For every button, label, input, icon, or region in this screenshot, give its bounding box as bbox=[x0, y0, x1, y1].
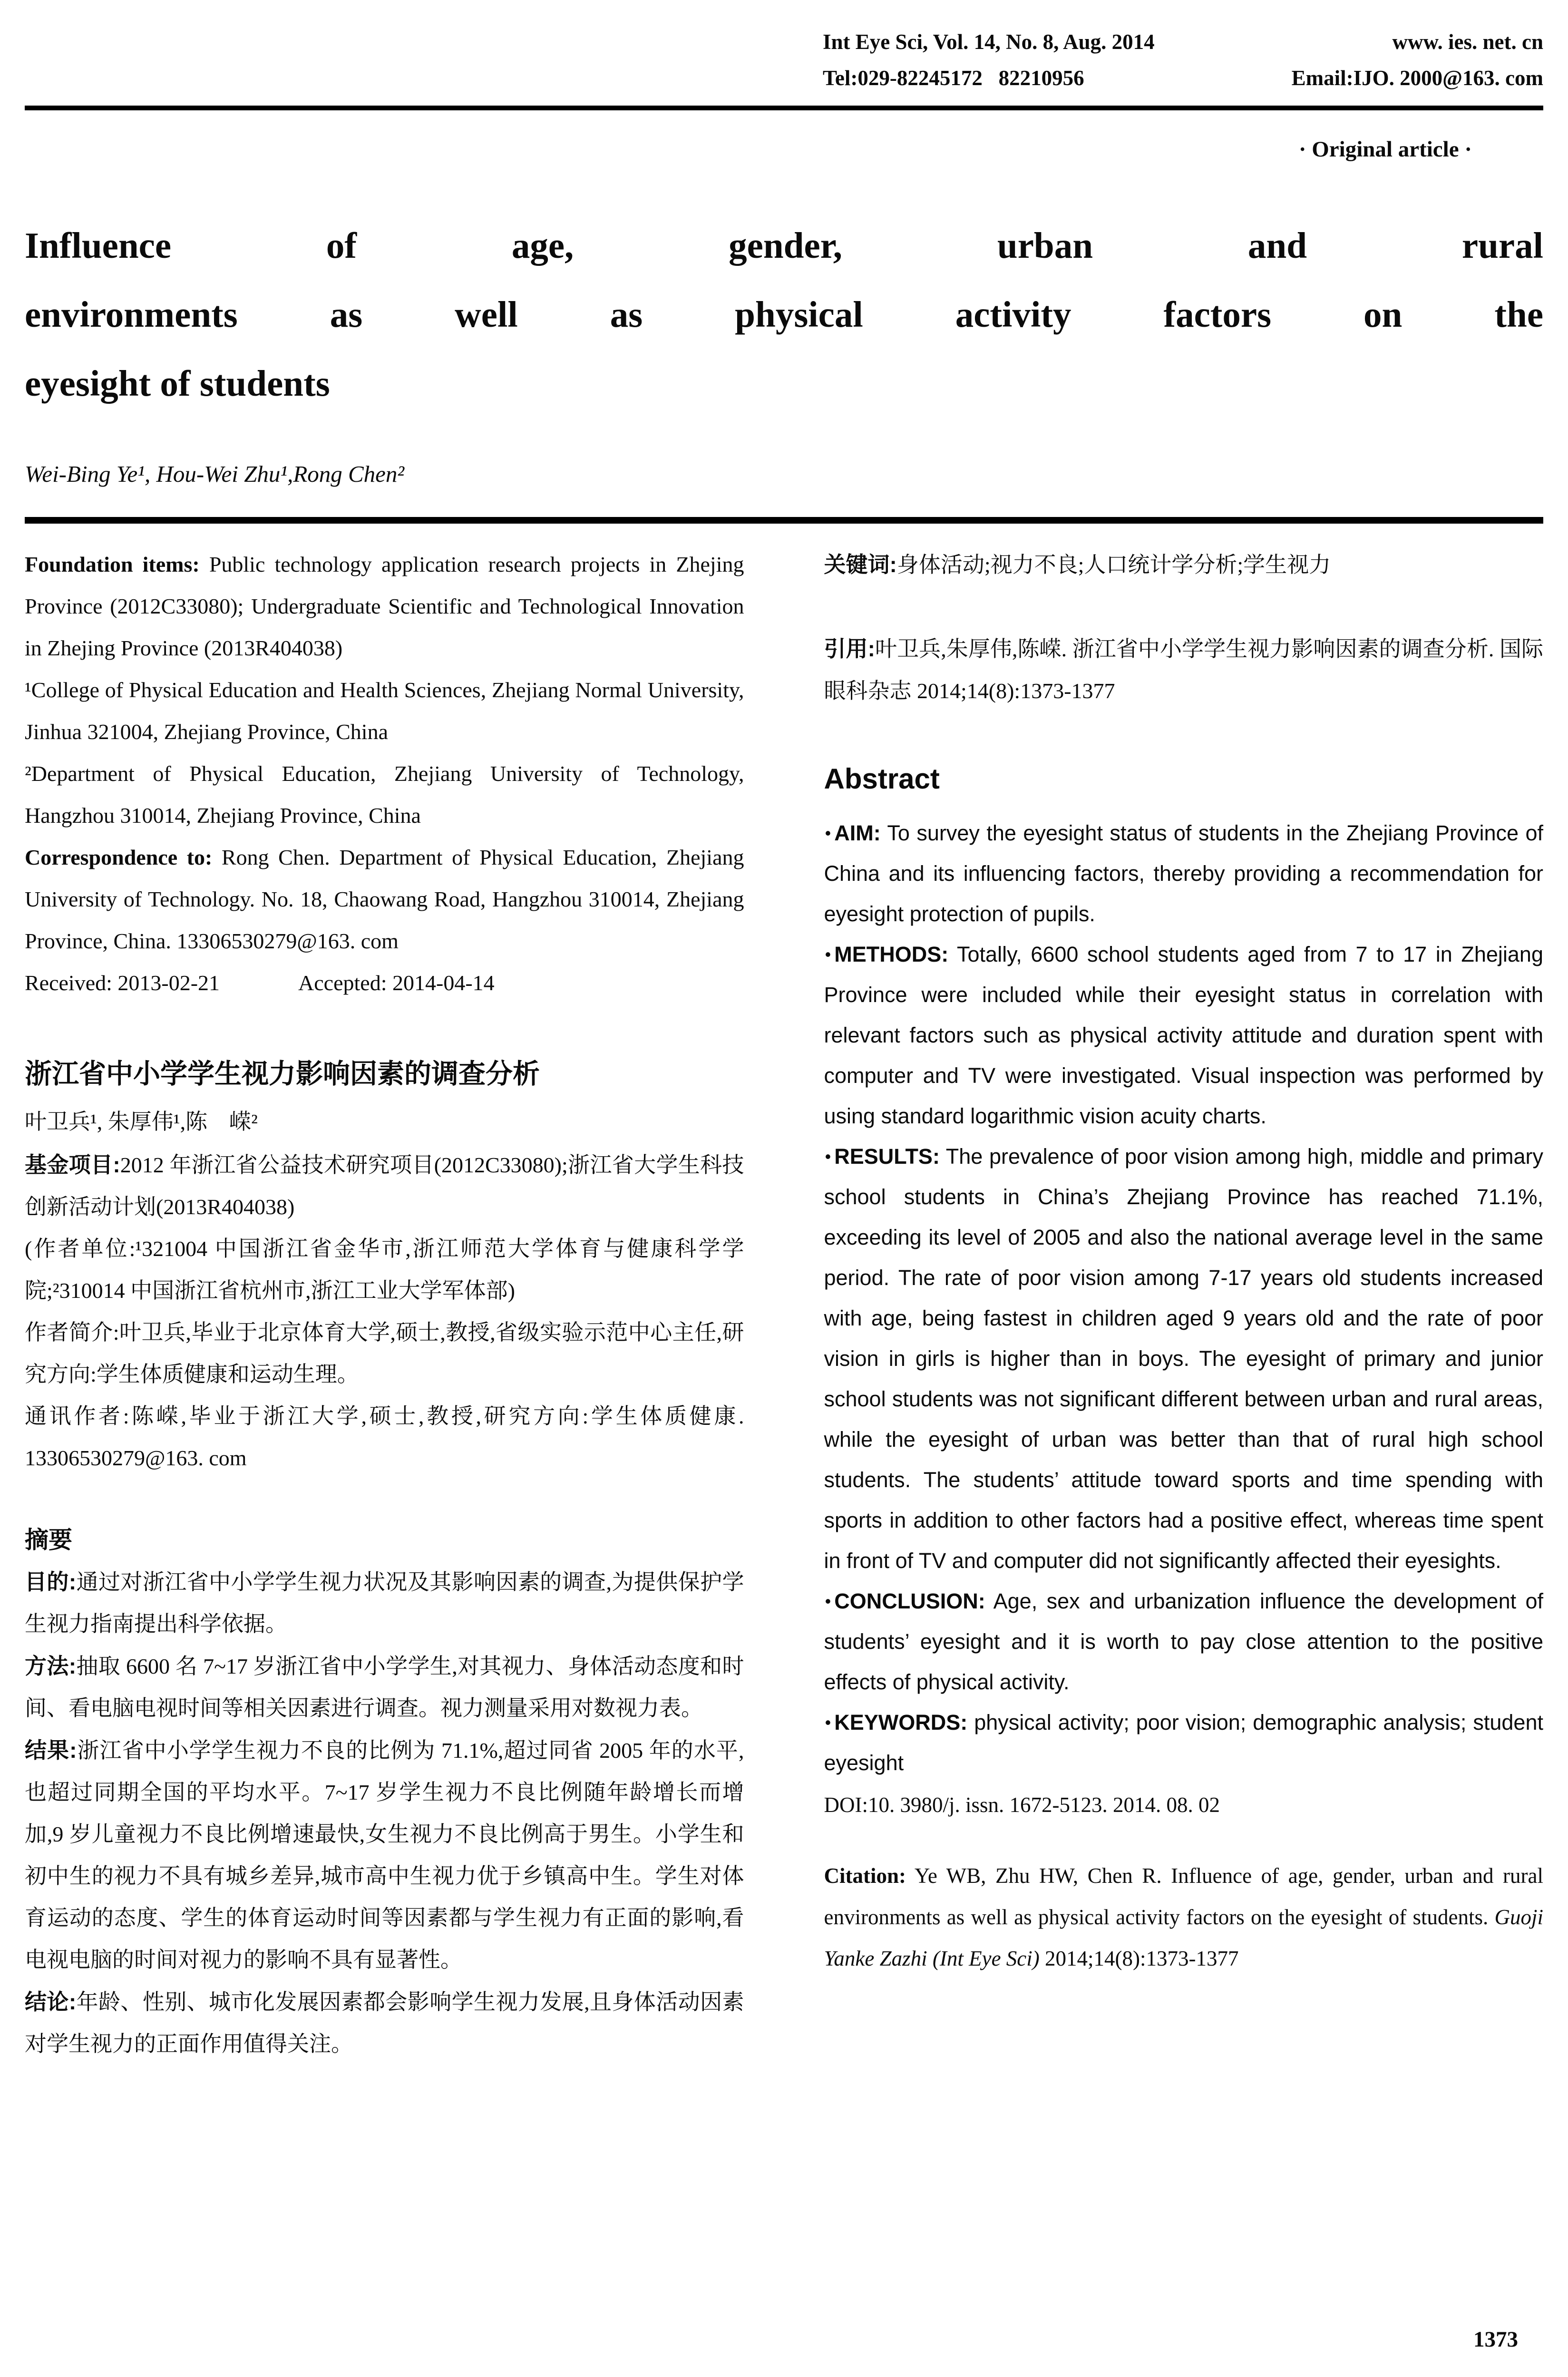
abstract-results-text: The prevalence of poor vision among high, middle and primary school students in China’s Zhejiang Province has reached 71.1%, exceeding its level of 2005 and also the national average level in the same period. The rate of poor vision among 7-17 years old students increased with age, being fastest in children aged 9 years old and the rate of poor vision in girls is higher than in boys. The eyesight of primary and junior school students was not significant different between urban and rural areas, while the eyesight of urban was better than that of rural high school students. The students’ attitude toward sports and time spending with sports in addition to other factors had a positive effect, whereas time spent in front of TV and computer did not significantly affected their eyesights. bbox=[824, 1144, 1543, 1573]
chinese-keywords-label: 关键词: bbox=[824, 552, 897, 577]
chinese-conclusion-text: 年龄、性别、城市化发展因素都会影响学生视力发展,且身体活动因素对学生视力的正面作用值得关注。 bbox=[25, 1990, 744, 2056]
chinese-authors: 叶卫兵¹, 朱厚伟¹,陈 嵘² bbox=[25, 1110, 258, 1134]
foundation-items-paragraph bbox=[25, 544, 744, 669]
chinese-title: 浙江省中小学学生视力影响因素的调查分析 bbox=[25, 1059, 540, 1089]
article-title bbox=[25, 211, 1543, 418]
received-date: Received: 2013-02-21 bbox=[25, 971, 220, 995]
chinese-conclusion-label: 结论: bbox=[25, 1989, 77, 2014]
journal-info: Int Eye Sci, Vol. 14, No. 8, Aug. 2014 bbox=[823, 30, 1155, 54]
chinese-bio-label: 作者简介: bbox=[25, 1320, 119, 1344]
chinese-conclusion-paragraph bbox=[25, 1981, 744, 2065]
article-title-line-1: Influence of age, gender, urban and rural bbox=[25, 225, 1543, 266]
chinese-methods-text: 抽取 6600 名 7~17 岁浙江省中小学学生,对其视力、身体活动态度和时间、看电脑电视时间等相关因素进行调查。视力测量采用对数视力表。 bbox=[25, 1654, 744, 1720]
bullet-icon: • bbox=[825, 1147, 831, 1166]
correspondence-paragraph bbox=[25, 837, 744, 962]
citation-paragraph bbox=[824, 1855, 1544, 1979]
abstract-conclusion-paragraph bbox=[824, 1581, 1544, 1702]
journal-email: Email:IJO. 2000@163. com bbox=[1291, 66, 1543, 90]
abstract-aim-text: To survey the eyesight status of students in the Zhejiang Province of China and its influencing factors, thereby providing a recommendation for eyesight protection of pupils. bbox=[824, 821, 1543, 926]
abstract-methods-label: METHODS: bbox=[834, 942, 949, 966]
accepted-date: Accepted: 2014-04-14 bbox=[298, 971, 495, 995]
abstract-keywords-paragraph bbox=[824, 1702, 1544, 1783]
citation-label: Citation: bbox=[824, 1864, 906, 1888]
correspondence-label: Correspondence to: bbox=[25, 845, 213, 869]
chinese-bio-paragraph bbox=[25, 1312, 744, 1395]
chinese-abstract-heading: 摘要 bbox=[25, 1527, 72, 1553]
chinese-citation-text: 叶卫兵,朱厚伟,陈嵘. 浙江省中小学学生视力影响因素的调查分析. 国际眼科杂志 2014;14(8):1373-1377 bbox=[824, 637, 1544, 703]
chinese-correspondent-paragraph bbox=[25, 1395, 744, 1479]
chinese-keywords-text: 身体活动;视力不良;人口统计学分析;学生视力 bbox=[896, 553, 1331, 577]
affiliation-1: ¹College of Physical Education and Health Sciences, Zhejiang Normal University, Jinhua 321004, Zhejiang Province, China bbox=[25, 678, 744, 744]
chinese-aim-paragraph bbox=[25, 1561, 744, 1645]
chinese-fund-text: 2012 年浙江省公益技术研究项目(2012C33080);浙江省大学生科技创新活动计划(2013R404038) bbox=[25, 1153, 744, 1219]
abstract-keywords-text: physical activity; poor vision; demographic analysis; student eyesight bbox=[824, 1710, 1543, 1775]
dates-line bbox=[25, 962, 744, 1004]
bullet-icon: • bbox=[825, 945, 831, 964]
chinese-keywords-paragraph bbox=[824, 544, 1544, 586]
abstract-methods-text: Totally, 6600 school students aged from 7 to 17 in Zhejiang Province were included while their eyesight status in correlation with relevant factors such as physical activity attitude and duration spent with computer and TV were investigated. Visual inspection was performed by using standard logarithmic vision acuity charts. bbox=[824, 942, 1543, 1128]
journal-tel: Tel:029-82245172 82210956 bbox=[823, 66, 1084, 90]
page-number: 1373 bbox=[1473, 2327, 1518, 2352]
citation-journal-name: Guoji Yanke Zazhi (Int Eye Sci) bbox=[824, 1905, 1543, 1970]
abstract-conclusion-label: CONCLUSION: bbox=[834, 1589, 985, 1613]
abstract-heading: Abstract bbox=[824, 763, 940, 795]
correspondence-text: Rong Chen. Department of Physical Education, Zhejiang University of Technology. No. 18, Chaowang Road, Hangzhou 310014, Zhejiang Province, China. 13306530279@163. com bbox=[25, 845, 744, 953]
journal-header bbox=[823, 0, 1543, 96]
left-column bbox=[25, 544, 744, 2065]
title-divider bbox=[25, 517, 1543, 524]
citation-text-post: 2014;14(8):1373-1377 bbox=[1039, 1947, 1239, 1970]
article-title-line-3: eyesight of students bbox=[25, 363, 330, 404]
abstract-results-label: RESULTS: bbox=[834, 1144, 940, 1169]
header-line-1 bbox=[823, 24, 1543, 60]
chinese-results-label: 结果: bbox=[25, 1738, 77, 1763]
bullet-icon: • bbox=[825, 1591, 831, 1611]
citation-text-pre: Ye WB, Zhu HW, Chen R. Influence of age, gender, urban and rural environments as well as physical activity factors on the eyesight of students. bbox=[824, 1864, 1543, 1929]
chinese-aim-text: 通过对浙江省中小学学生视力状况及其影响因素的调查,为提供保护学生视力指南提出科学依据。 bbox=[25, 1570, 744, 1636]
article-type-label: · Original article · bbox=[1298, 137, 1472, 162]
doi-line: DOI:10. 3980/j. issn. 1672-5123. 2014. 08. 02 bbox=[824, 1793, 1220, 1817]
foundation-items-text: Public technology application research projects in Zhejing Province (2012C33080); Undergraduate Scientific and Technological Innovation in Zhejing Province (2013R404038) bbox=[25, 552, 744, 660]
authors-english: Wei-Bing Ye¹, Hou-Wei Zhu¹,Rong Chen² bbox=[25, 461, 405, 487]
chinese-correspondent-text: 陈嵘,毕业于浙江大学,硕士,教授,研究方向:学生体质健康. 13306530279@163. com bbox=[25, 1404, 744, 1470]
header-line-2 bbox=[823, 60, 1543, 96]
abstract-keywords-label: KEYWORDS: bbox=[834, 1710, 968, 1734]
chinese-correspondent-label: 通讯作者: bbox=[25, 1404, 129, 1428]
chinese-affiliation-paragraph: (作者单位:¹321004 中国浙江省金华市,浙江师范大学体育与健康科学学院;²310014 中国浙江省杭州市,浙江工业大学军体部) bbox=[25, 1237, 744, 1303]
chinese-methods-paragraph bbox=[25, 1645, 744, 1729]
foundation-items-label: Foundation items: bbox=[25, 552, 200, 576]
chinese-fund-paragraph bbox=[25, 1144, 744, 1228]
two-column-body bbox=[25, 544, 1543, 2065]
right-column bbox=[824, 544, 1544, 2065]
journal-website: www. ies. net. cn bbox=[1392, 30, 1543, 54]
chinese-citation-label: 引用: bbox=[824, 636, 875, 661]
header-divider bbox=[25, 106, 1543, 110]
abstract-methods-paragraph bbox=[824, 934, 1544, 1136]
abstract-results-paragraph bbox=[824, 1136, 1544, 1581]
chinese-bio-text: 叶卫兵,毕业于北京体育大学,硕士,教授,省级实验示范中心主任,研究方向:学生体质健康和运动生理。 bbox=[25, 1320, 744, 1386]
chinese-results-text: 浙江省中小学学生视力不良的比例为 71.1%,超过同省 2005 年的水平,也超过同期全国的平均水平。7~17 岁学生视力不良比例随年龄增长而增加,9 岁儿童视力不良比例增速最快,女生视力不良比例高于男生。小学生和初中生的视力不具有城乡差异,城市高中生视力优于乡镇高中生。学生对体育运动的态度、学生的体育运动时间等因素都与学生视力有正面的影响,看电视电脑的时间对视力的影响不具有显著性。 bbox=[25, 1738, 744, 1972]
chinese-results-paragraph bbox=[25, 1729, 744, 1981]
abstract-conclusion-text: Age, sex and urbanization influence the development of students’ eyesight and it is worth to pay close attention to the positive effects of physical activity. bbox=[824, 1589, 1543, 1694]
affiliation-2: ²Department of Physical Education, Zhejiang University of Technology, Hangzhou 310014, Zhejiang Province, China bbox=[25, 761, 744, 828]
chinese-fund-label: 基金项目: bbox=[25, 1152, 120, 1177]
bullet-icon: • bbox=[825, 1713, 831, 1732]
abstract-aim-paragraph bbox=[824, 813, 1544, 934]
abstract-aim-label: AIM: bbox=[834, 821, 881, 845]
bullet-icon: • bbox=[825, 823, 831, 843]
chinese-aim-label: 目的: bbox=[25, 1569, 77, 1594]
article-title-line-2: environments as well as physical activity factors on the bbox=[25, 294, 1543, 335]
chinese-methods-label: 方法: bbox=[25, 1654, 77, 1678]
chinese-citation-paragraph bbox=[824, 628, 1544, 712]
